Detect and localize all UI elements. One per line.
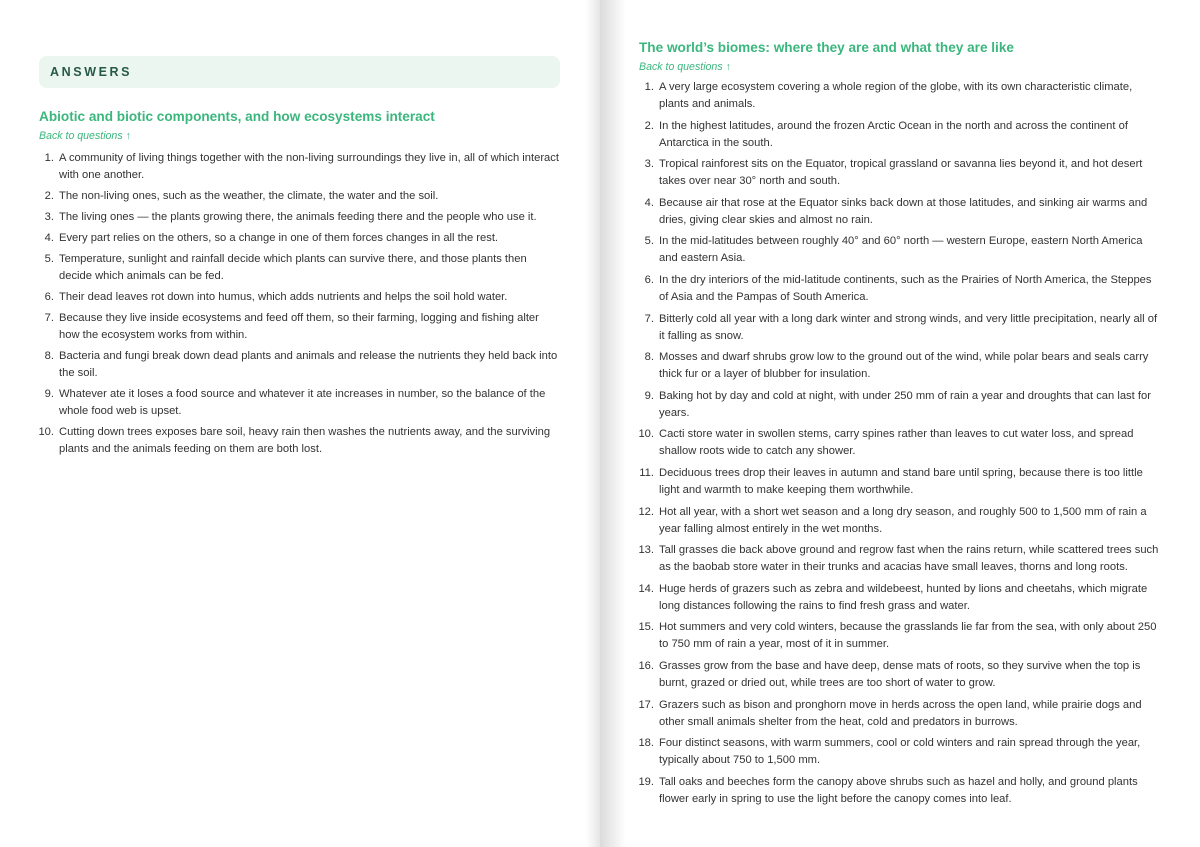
answer-text: Grazers such as bison and pronghorn move in herds across the open land, while prairie dogs and other small animals shelter from the heat, cold and predators in burrows. bbox=[659, 698, 1142, 728]
answer-item bbox=[639, 272, 1160, 306]
answer-number: 13. bbox=[638, 544, 654, 557]
answer-number: 6. bbox=[44, 291, 54, 303]
answer-number: 9. bbox=[44, 388, 54, 400]
back-to-questions-link[interactable]: Back to questions ↑ bbox=[39, 130, 131, 142]
answer-item bbox=[639, 465, 1160, 499]
answer-number: 4. bbox=[644, 196, 654, 209]
answer-text: In the mid-latitudes between roughly 40° and 60° north — western Europe, eastern North America and eastern Asia. bbox=[659, 235, 1143, 265]
answer-text: Cutting down trees exposes bare soil, heavy rain then washes the nutrients away, and the surviving plants and the animals feeding on them are both lost. bbox=[59, 426, 551, 455]
answer-item bbox=[39, 348, 560, 382]
answer-item bbox=[39, 310, 560, 344]
answer-text: In the highest latitudes, around the frozen Arctic Ocean in the north and across the continent of Antarctica in the south. bbox=[659, 119, 1128, 149]
answer-list bbox=[39, 150, 560, 458]
answer-number: 14. bbox=[638, 582, 654, 595]
right-page bbox=[600, 0, 1200, 847]
answer-number: 3. bbox=[644, 158, 654, 171]
answer-number: 17. bbox=[638, 698, 654, 711]
answer-item bbox=[639, 542, 1160, 576]
answer-item bbox=[39, 150, 560, 184]
answer-number: 15. bbox=[638, 621, 654, 634]
answer-number: 2. bbox=[644, 119, 654, 132]
back-to-questions-link[interactable]: Back to questions ↑ bbox=[639, 61, 731, 73]
answer-item bbox=[39, 230, 560, 247]
answer-item bbox=[639, 388, 1160, 422]
section-title: Abiotic and biotic components, and how ecosystems interact bbox=[39, 109, 435, 124]
answer-number: 11. bbox=[639, 466, 654, 479]
answer-item bbox=[639, 349, 1160, 383]
answer-number: 1. bbox=[644, 81, 654, 93]
answer-item bbox=[39, 251, 560, 285]
answer-text: Tall oaks and beeches form the canopy above shrubs such as hazel and holly, and ground plants flower early in spring to use the light before the canopy comes into leaf. bbox=[659, 775, 1138, 805]
answer-number: 6. bbox=[644, 273, 654, 286]
answer-text: Every part relies on the others, so a change in one of them forces changes in all the rest. bbox=[59, 232, 499, 244]
answer-item bbox=[39, 386, 560, 420]
answer-text: In the dry interiors of the mid-latitude continents, such as the Prairies of North America, the Steppes of Asia and the Pampas of South America. bbox=[659, 273, 1152, 303]
answer-text: Baking hot by day and cold at night, with under 250 mm of rain a year and droughts that can last for years. bbox=[659, 389, 1151, 419]
answer-list bbox=[639, 79, 1160, 808]
answer-item bbox=[639, 233, 1160, 267]
answer-number: 9. bbox=[644, 389, 654, 402]
answer-text: Bitterly cold all year with a long dark winter and strong winds, and very little precipitation, nearly all of it falling as snow. bbox=[659, 312, 1158, 342]
answer-number: 12. bbox=[638, 505, 654, 518]
answer-item bbox=[639, 118, 1160, 152]
answer-item bbox=[639, 619, 1160, 653]
section-title: The world’s biomes: where they are and what they are like bbox=[639, 40, 1014, 55]
answer-item bbox=[639, 581, 1160, 615]
answer-number: 3. bbox=[44, 211, 54, 223]
answer-text: The non-living ones, such as the weather, the climate, the water and the soil. bbox=[59, 190, 439, 202]
answer-item bbox=[639, 156, 1160, 190]
answer-number: 7. bbox=[44, 312, 54, 324]
answer-number: 1. bbox=[44, 152, 54, 164]
answer-text: Their dead leaves rot down into humus, which adds nutrients and helps the soil hold water. bbox=[59, 291, 508, 303]
answer-text: Deciduous trees drop their leaves in autumn and stand bare until spring, because there is too little light and warmth to make keeping them worthwhile. bbox=[659, 466, 1143, 496]
answer-text: Because air that rose at the Equator sinks back down at those latitudes, and sinking air warms and dries, giving clear skies and almost no rain. bbox=[659, 196, 1148, 226]
answer-text: A community of living things together with the non-living surroundings they live in, all of which interact with one another. bbox=[59, 152, 559, 181]
answer-text: Temperature, sunlight and rainfall decide which plants can survive there, and those plants then decide which animals can be fed. bbox=[59, 253, 527, 282]
answer-item bbox=[639, 195, 1160, 229]
answer-text: Cacti store water in swollen stems, carry spines rather than leaves to cut water loss, and spread shallow roots wide to catch any shower. bbox=[659, 428, 1134, 458]
answer-item bbox=[39, 424, 560, 458]
answer-number: 7. bbox=[644, 312, 654, 325]
answer-item bbox=[39, 209, 560, 226]
answer-number: 8. bbox=[44, 350, 54, 362]
answer-text: Because they live inside ecosystems and feed off them, so their farming, logging and fishing alter how the ecosystem works from within. bbox=[59, 312, 539, 341]
answer-item bbox=[639, 504, 1160, 538]
answer-text: Hot summers and very cold winters, because the grasslands lie far from the sea, with only about 250 to 750 mm of rain a year, most of it in summer. bbox=[659, 621, 1157, 651]
answer-item bbox=[639, 658, 1160, 692]
answer-item bbox=[639, 311, 1160, 345]
answer-number: 2. bbox=[44, 190, 54, 202]
answers-label: ANSWERS bbox=[50, 65, 133, 79]
answers-header bbox=[39, 56, 560, 88]
answer-text: The living ones — the plants growing there, the animals feeding there and the people who use it. bbox=[59, 211, 537, 223]
answer-number: 8. bbox=[644, 351, 654, 364]
answer-item bbox=[39, 188, 560, 205]
answer-item bbox=[639, 697, 1160, 731]
answer-number: 10. bbox=[38, 426, 54, 438]
answer-item bbox=[39, 289, 560, 306]
answer-item bbox=[639, 79, 1160, 113]
answer-text: A very large ecosystem covering a whole region of the globe, with its own characteristic climate, plants and animals. bbox=[659, 81, 1133, 110]
answer-text: Bacteria and fungi break down dead plants and animals and release the nutrients they held back into the soil. bbox=[59, 350, 558, 379]
answer-number: 19. bbox=[638, 775, 654, 788]
answer-number: 5. bbox=[644, 235, 654, 248]
answer-number: 16. bbox=[638, 659, 654, 672]
page-gutter-shadow bbox=[586, 0, 600, 847]
answer-text: Huge herds of grazers such as zebra and wildebeest, hunted by lions and cheetahs, which migrate long distances following the rains to find fresh grass and water. bbox=[659, 582, 1148, 612]
answer-number: 5. bbox=[44, 253, 54, 265]
answer-item bbox=[639, 426, 1160, 460]
answer-item bbox=[639, 735, 1160, 769]
answer-text: Tropical rainforest sits on the Equator, tropical grassland or savanna lies beyond it, and hot desert takes over near 30° north and south. bbox=[659, 158, 1143, 188]
answer-number: 4. bbox=[44, 232, 54, 244]
answer-text: Grasses grow from the base and have deep, dense mats of roots, so they survive when the top is burnt, grazed or dried out, while trees are too short of water to grow. bbox=[659, 659, 1141, 689]
answer-text: Mosses and dwarf shrubs grow low to the ground out of the wind, while polar bears and seals carry thick fur or a layer of blubber for insulation. bbox=[659, 351, 1149, 381]
answer-item bbox=[639, 774, 1160, 808]
answer-text: Tall grasses die back above ground and regrow fast when the rains return, while scattered trees such as the baobab store water in their trunks and acacias have small leaves, thorns and long roots. bbox=[659, 544, 1159, 574]
answer-text: Four distinct seasons, with warm summers, cool or cold winters and rain spread through the year, typically about 750 to 1,500 mm. bbox=[659, 737, 1141, 767]
answer-number: 10. bbox=[638, 428, 654, 441]
answer-number: 18. bbox=[638, 737, 654, 750]
answer-text: Whatever ate it loses a food source and whatever it ate increases in number, so the balance of the whole food web is upset. bbox=[59, 388, 546, 417]
answer-text: Hot all year, with a short wet season and a long dry season, and roughly 500 to 1,500 mm of rain a year falling almost entirely in the wet months. bbox=[659, 505, 1147, 535]
